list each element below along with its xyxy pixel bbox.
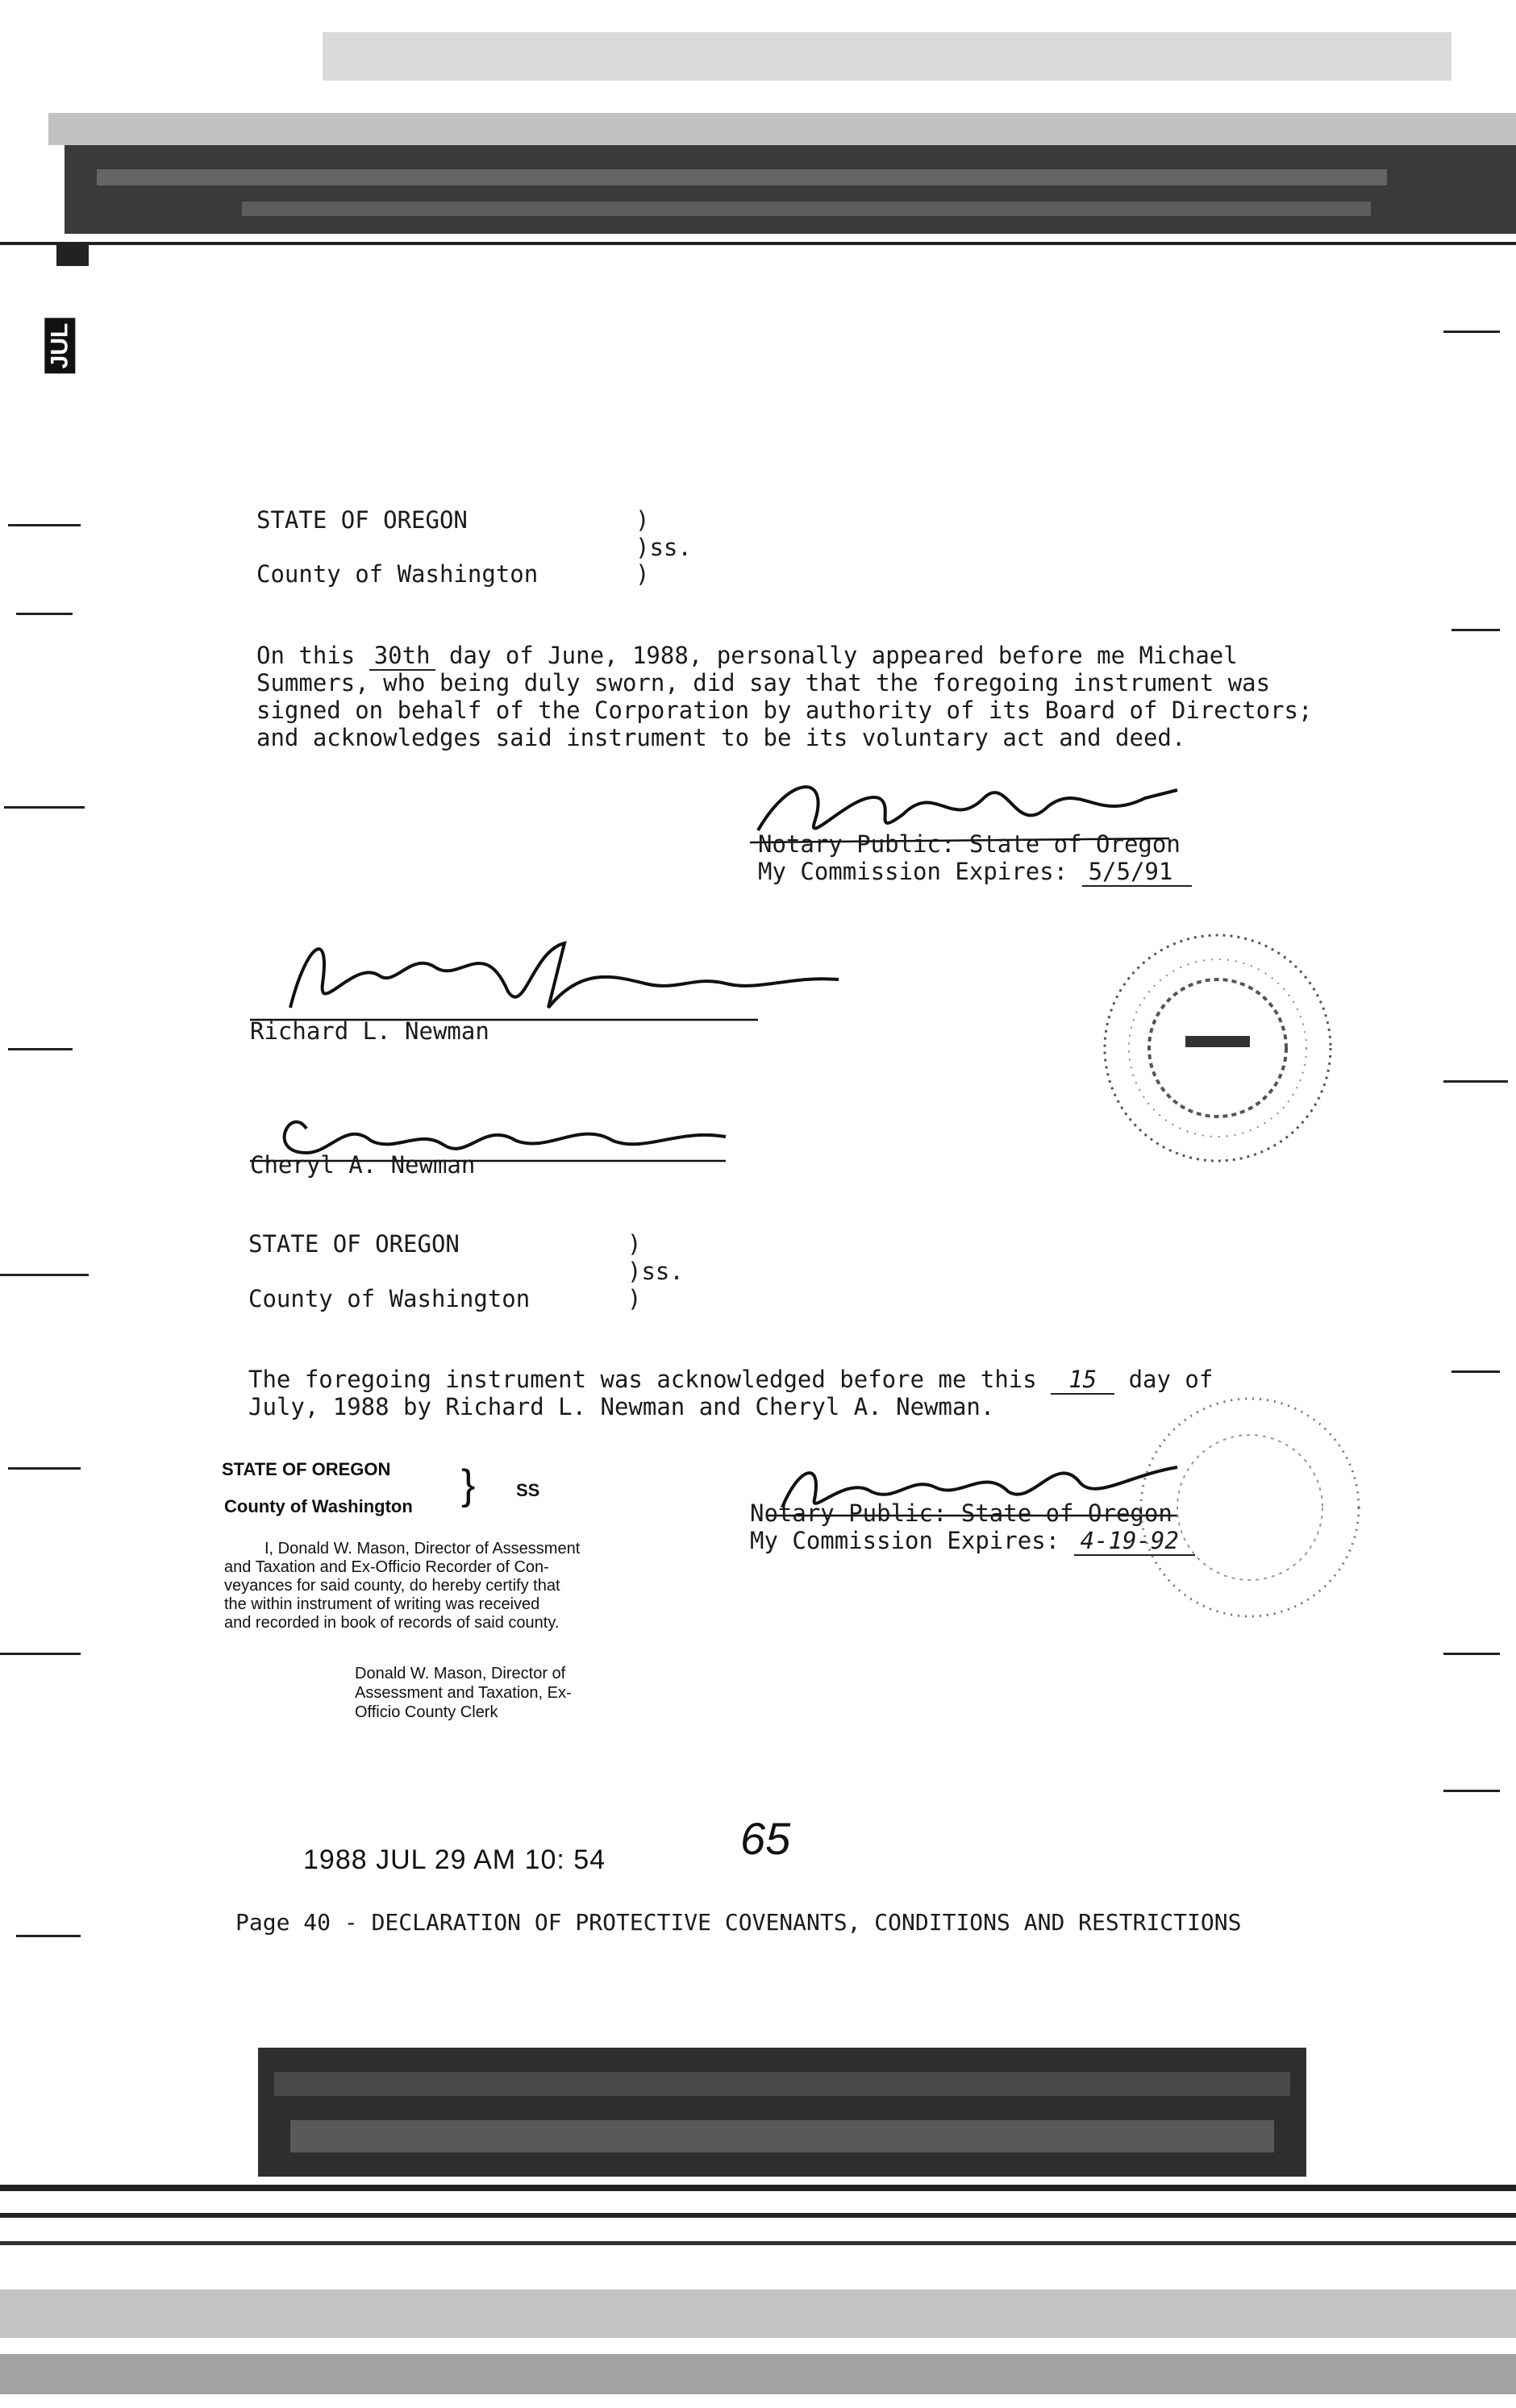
venue-county: County of Washington: [248, 1285, 531, 1312]
expires-value: 5/5/91: [1082, 858, 1193, 887]
notary-seal-1: [1097, 927, 1339, 1169]
certificate-line: I, Donald W. Mason, Director of Assessment: [264, 1540, 581, 1558]
recorder-certificate-text: [224, 1540, 580, 1632]
edge-mark: [1443, 331, 1500, 333]
venue-paren: ): [635, 506, 650, 534]
ack-text: signed on behalf of the Corporation by authority of its Board of Directors;: [256, 697, 1313, 724]
recording-timestamp: 1988 JUL 29 AM 10: 54: [303, 1844, 606, 1875]
venue-paren: ): [635, 560, 650, 588]
edge-mark: [0, 1274, 89, 1276]
venue-paren: ): [627, 1230, 642, 1258]
expires-label: My Commission Expires:: [750, 1527, 1060, 1554]
venue-paren: ): [627, 1285, 642, 1312]
side-stamp-label: JUL: [44, 318, 75, 374]
edge-mark: [1443, 1653, 1500, 1655]
ack-text: and acknowledges said instrument to be its voluntary act and deed.: [256, 724, 1186, 751]
recorder-state: STATE OF OREGON: [222, 1459, 391, 1479]
signature-richard-newman: [242, 919, 847, 1032]
signer-name-1: Richard L. Newman: [250, 1017, 489, 1045]
ack-text: day of: [1128, 1366, 1214, 1393]
edge-mark: [8, 1048, 73, 1050]
edge-mark: [1451, 629, 1500, 631]
sign-block-line: Donald W. Mason, Director of: [355, 1665, 566, 1682]
signer-name-2: Cheryl A. Newman: [250, 1151, 476, 1179]
ack-text: On this: [256, 642, 356, 669]
edge-mark: [8, 1467, 81, 1470]
handwritten-page-number: 65: [740, 1813, 791, 1864]
edge-mark: [4, 806, 85, 809]
venue-ss: )ss.: [627, 1258, 684, 1285]
edge-mark: [1443, 1790, 1500, 1792]
certificate-line: veyances for said county, do hereby certify that: [224, 1577, 560, 1595]
scan-noise-top: [0, 0, 1516, 266]
edge-mark: [1443, 1080, 1508, 1083]
notary-expires: [758, 858, 1192, 885]
acknowledgment-paragraph: [248, 1366, 1213, 1420]
certificate-line: and recorded in book of records of said county.: [224, 1614, 560, 1632]
scan-noise-bottom: [0, 2048, 1516, 2402]
expires-label: My Commission Expires:: [758, 858, 1068, 885]
ack-text: July, 1988 by Richard L. Newman and Cheryl A. Newman.: [248, 1393, 995, 1420]
ack-day-field: 15: [1051, 1366, 1114, 1395]
sign-block-line: Officio County Clerk: [355, 1703, 498, 1721]
sign-block-line: Assessment and Taxation, Ex-: [355, 1684, 572, 1702]
notary-title: Notary Public: State of Oregon: [750, 1499, 1172, 1527]
expires-value: 4-19-92: [1074, 1527, 1195, 1556]
edge-mark: [16, 1935, 81, 1937]
edge-mark: [0, 1653, 81, 1655]
acknowledgment-paragraph: [256, 642, 1312, 751]
certificate-line: the within instrument of writing was received: [224, 1595, 540, 1613]
recorder-county: County of Washington: [224, 1496, 413, 1516]
venue-state: STATE OF OREGON: [248, 1230, 460, 1258]
certificate-line: and Taxation and Ex-Officio Recorder of Con-: [224, 1558, 549, 1576]
notary-title: Notary Public: State of Oregon: [758, 830, 1181, 858]
ack-text: day of June, 1988, personally appeared before me Michael: [449, 642, 1238, 669]
notary-seal-2: [1129, 1387, 1371, 1628]
edge-mark: [8, 524, 81, 526]
venue-state: STATE OF OREGON: [256, 506, 468, 534]
ack-text: The foregoing instrument was acknowledged before me this: [248, 1366, 1037, 1393]
recorder-ss: SS: [516, 1480, 540, 1500]
edge-mark: [16, 613, 73, 615]
recorder-brace: }: [461, 1462, 476, 1508]
venue-county: County of Washington: [256, 560, 539, 588]
ack-text: Summers, who being duly sworn, did say that the foregoing instrument was: [256, 669, 1271, 697]
venue-ss: )ss.: [635, 534, 692, 561]
ack-day-field: 30th: [369, 642, 435, 671]
recorder-sign-block: [355, 1664, 572, 1722]
page-footer: Page 40 - DECLARATION OF PROTECTIVE COVENANTS, CONDITIONS AND RESTRICTIONS: [235, 1909, 1242, 1936]
edge-mark: [1451, 1370, 1500, 1373]
